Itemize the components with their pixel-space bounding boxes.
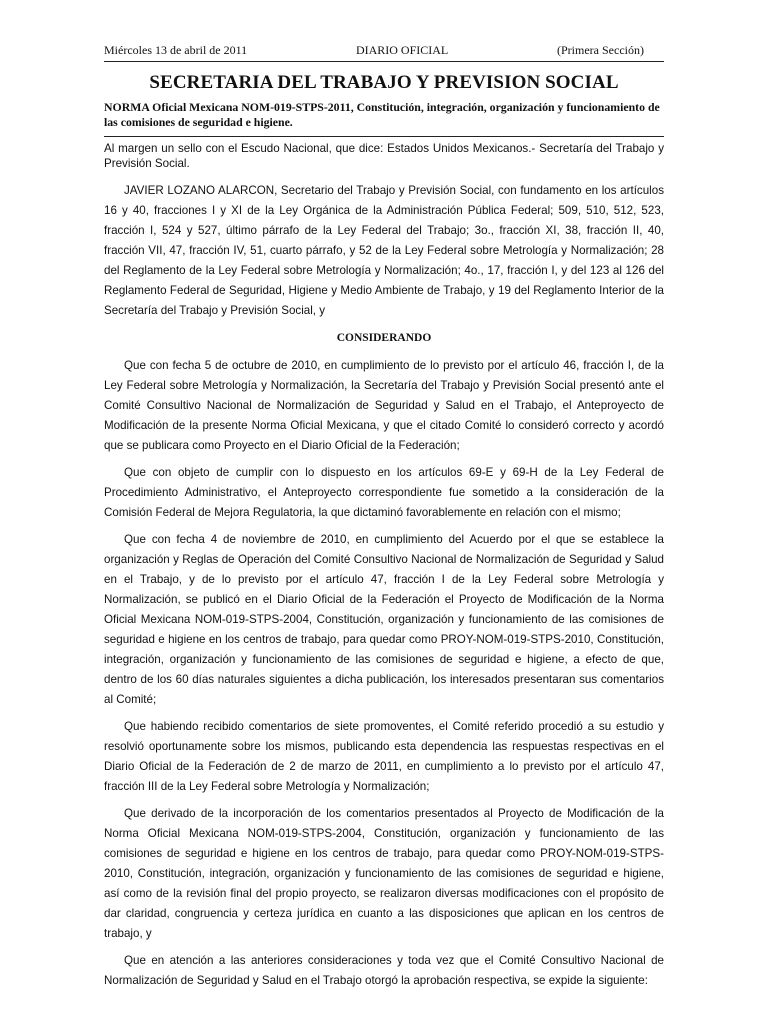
margin-note: Al margen un sello con el Escudo Nacional, que dice: Estados Unidos Mexicanos.- Secretaría del Trabajo y Previsión Social. (104, 142, 664, 170)
considerando-paragraph: Que con objeto de cumplir con lo dispuesto en los artículos 69-E y 69-H de la Ley Federal de Procedimiento Administrativo, el Anteproyecto correspondiente fue sometido a la consideración de la Comisión Federal de Mejora Regulatoria, la que dictaminó favorablemente en relación con el mismo; (104, 466, 664, 519)
considerando-paragraph: Que derivado de la incorporación de los comentarios presentados al Proyecto de Modificación de la Norma Oficial Mexicana NOM-019-STPS-2004, Constitución, organización y funcionamiento de las comisiones de seguridad e higiene en los centros de trabajo, para quedar como PROY-NOM-019-STPS-2010, Constitución, integración, organización y funcionamiento de las comisiones de seguridad e higiene, así como de la revisión final del propio proyecto, se realizaron diversas modificaciones con el propósito de dar claridad, congruencia y certeza jurídica en cuanto a las disposiciones que aplican en los centros de trabajo, y (104, 807, 664, 940)
running-header (104, 43, 644, 58)
considerando-heading: CONSIDERANDO (336, 332, 432, 344)
considerando-paragraph: Que con fecha 4 de noviembre de 2010, en cumplimiento del Acuerdo por el que se establece la organización y Reglas de Operación del Comité Consultivo Nacional de Normalización de Seguridad y Salud en el Trabajo, y de lo previsto por el artículo 47, fracción I de la Ley Federal sobre Metrología y Normalización, se publicó en el Diario Oficial de la Federación el Proyecto de Modificación de la Norma Oficial Mexicana NOM-019-STPS-2004, Constitución, organización y funcionamiento de las comisiones de seguridad e higiene en los centros de trabajo, para quedar como PROY-NOM-019-STPS-2010, Constitución, integración, organización y funcionamiento de las comisiones de seguridad e higiene, a efecto de que, dentro de los 60 días naturales siguientes a dicha publicación, los interesados presentaran sus comentarios al Comité; (104, 533, 664, 706)
norma-title: NORMA Oficial Mexicana NOM-019-STPS-2011, Constitución, integración, organización y funcionamiento de las comisiones de seguridad e higiene. (104, 100, 660, 129)
header-section: (Primera Sección) (557, 43, 644, 57)
header-publication: DIARIO OFICIAL (355, 43, 449, 57)
considerando-paragraph: Que con fecha 5 de octubre de 2010, en cumplimiento de lo previsto por el artículo 46, fracción I, de la Ley Federal sobre Metrología y Normalización, la Secretaría del Trabajo y Previsión Social presentó ante el Comité Consultivo Nacional de Normalización de Seguridad y Salud en el Trabajo, el Anteproyecto de Modificación de la presente Norma Oficial Mexicana, y que el citado Comité lo consideró correcto y acordó que se publicara como Proyecto en el Diario Oficial de la Federación; (104, 359, 664, 452)
header-rule (104, 61, 664, 62)
document-body (104, 141, 664, 998)
intro-paragraph: JAVIER LOZANO ALARCON, Secretario del Trabajo y Previsión Social, con fundamento en los artículos 16 y 40, fracciones I y XI de la Ley Orgánica de la Administración Pública Federal; 509, 510, 512, 523, fracción I, 524 y 527, último párrafo de la Ley Federal del Trabajo; 3o., fracción XI, 38, fracción II, 40, fracción VII, 47, fracción IV, 51, cuarto párrafo, y 52 de la Ley Federal sobre Metrología y Normalización; 28 del Reglamento de la Ley Federal sobre Metrología y Normalización; 4o., 17, fracción I, y del 123 al 126 del Reglamento Federal de Seguridad, Higiene y Medio Ambiente de Trabajo, y 19 del Reglamento Interior de la Secretaría del Trabajo y Previsión Social, y (104, 184, 664, 317)
considerando-paragraph: Que habiendo recibido comentarios de siete promoventes, el Comité referido procedió a su estudio y resolvió oportunamente sobre los mismos, publicando esta dependencia las respuestas respectivas en el Diario Oficial de la Federación de 2 de marzo de 2011, en cumplimiento a lo previsto por el artículo 47, fracción III de la Ley Federal sobre Metrología y Normalización; (104, 720, 664, 793)
considerando-paragraph: Que en atención a las anteriores consideraciones y toda vez que el Comité Consultivo Nacional de Normalización de Seguridad y Salud en el Trabajo otorgó la aprobación respectiva, se expide la siguiente: (104, 954, 664, 987)
header-date: Miércoles 13 de abril de 2011 (104, 43, 248, 57)
norma-rule (104, 136, 664, 137)
section-title: SECRETARIA DEL TRABAJO Y PREVISION SOCIAL (149, 72, 619, 93)
